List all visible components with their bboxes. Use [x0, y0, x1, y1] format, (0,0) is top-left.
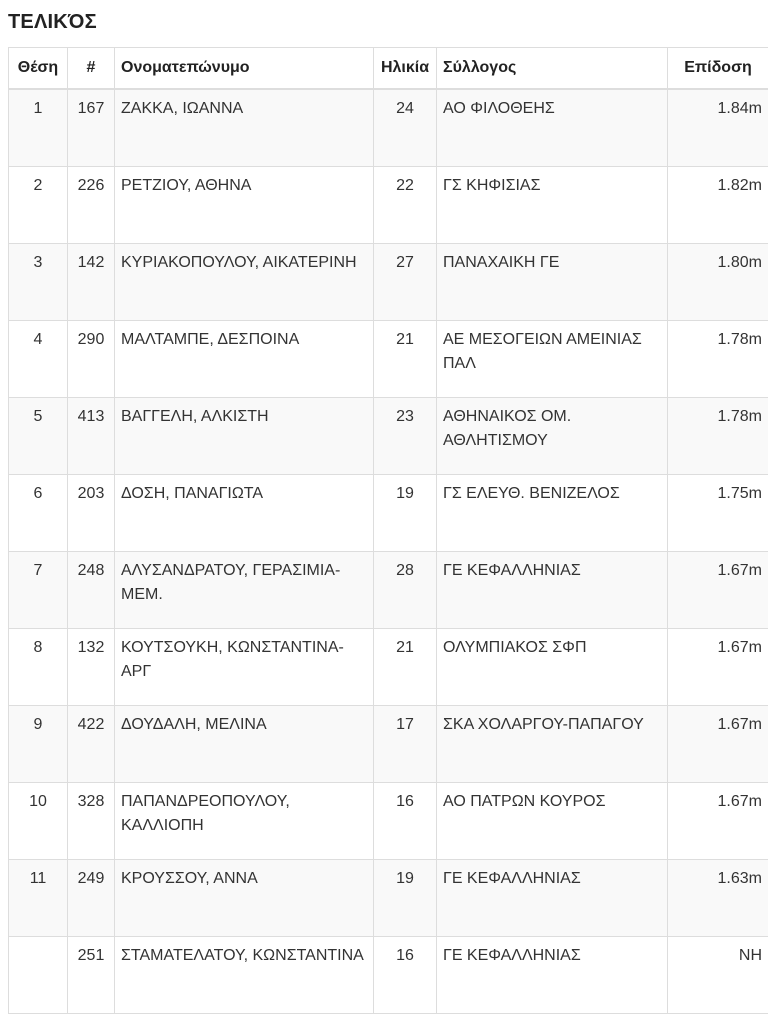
cell-position: 6	[9, 475, 68, 552]
table-row	[9, 244, 768, 321]
header-age: Ηλικία	[374, 48, 437, 90]
header-club: Σύλλογος	[437, 48, 668, 90]
page-title: ΤΕΛΙΚΌΣ	[8, 11, 97, 34]
cell-age: 17	[374, 706, 437, 783]
table-row	[9, 167, 768, 244]
table-row	[9, 783, 768, 860]
cell-club: ΓΣ ΕΛΕΥΘ. ΒΕΝΙΖΕΛΟΣ	[437, 475, 668, 552]
cell-name: ΚΟΥΤΣΟΥΚΗ, ΚΩΝΣΤΑΝΤΙΝΑ-ΑΡΓ	[115, 629, 374, 706]
cell-performance: 1.75m	[668, 475, 768, 552]
header-performance: Επίδοση	[668, 48, 768, 90]
cell-age: 19	[374, 860, 437, 937]
cell-bib: 249	[68, 860, 115, 937]
cell-name: ΑΛΥΣΑΝΔΡΑΤΟΥ, ΓΕΡΑΣΙΜΙΑ-ΜΕΜ.	[115, 552, 374, 629]
cell-age: 19	[374, 475, 437, 552]
table-row	[9, 629, 768, 706]
cell-name: ΜΑΛΤΑΜΠΕ, ΔΕΣΠΟΙΝΑ	[115, 321, 374, 398]
cell-club: ΠΑΝΑΧΑΙΚΗ ΓΕ	[437, 244, 668, 321]
cell-name: ΖΑΚΚΑ, ΙΩΑΝΝΑ	[115, 89, 374, 167]
cell-performance: ΝΗ	[668, 937, 768, 1014]
cell-bib: 226	[68, 167, 115, 244]
cell-position: 5	[9, 398, 68, 475]
cell-club: ΣΚΑ ΧΟΛΑΡΓΟΥ-ΠΑΠΑΓΟΥ	[437, 706, 668, 783]
cell-age: 23	[374, 398, 437, 475]
cell-bib: 251	[68, 937, 115, 1014]
cell-club: ΑΟ ΦΙΛΟΘΕΗΣ	[437, 89, 668, 167]
cell-age: 24	[374, 89, 437, 167]
cell-age: 16	[374, 937, 437, 1014]
table-row	[9, 321, 768, 398]
cell-bib: 142	[68, 244, 115, 321]
cell-bib: 203	[68, 475, 115, 552]
cell-name: ΚΥΡΙΑΚΟΠΟΥΛΟΥ, ΑΙΚΑΤΕΡΙΝΗ	[115, 244, 374, 321]
cell-club: ΑΘΗΝΑΙΚΟΣ ΟΜ. ΑΘΛΗΤΙΣΜΟΥ	[437, 398, 668, 475]
cell-name: ΒΑΓΓΕΛΗ, ΑΛΚΙΣΤΗ	[115, 398, 374, 475]
cell-performance: 1.63m	[668, 860, 768, 937]
cell-bib: 290	[68, 321, 115, 398]
header-row	[9, 48, 768, 90]
cell-club: ΓΣ ΚΗΦΙΣΙΑΣ	[437, 167, 668, 244]
cell-name: ΚΡΟΥΣΣΟΥ, ΑΝΝΑ	[115, 860, 374, 937]
cell-name: ΔΟΣΗ, ΠΑΝΑΓΙΩΤΑ	[115, 475, 374, 552]
cell-performance: 1.84m	[668, 89, 768, 167]
cell-age: 27	[374, 244, 437, 321]
cell-position: 1	[9, 89, 68, 167]
cell-bib: 132	[68, 629, 115, 706]
cell-age: 16	[374, 783, 437, 860]
table-row	[9, 860, 768, 937]
cell-name: ΔΟΥΔΑΛΗ, ΜΕΛΙΝΑ	[115, 706, 374, 783]
header-name: Ονοματεπώνυμο	[115, 48, 374, 90]
cell-bib: 328	[68, 783, 115, 860]
cell-age: 22	[374, 167, 437, 244]
cell-position: 2	[9, 167, 68, 244]
table-row	[9, 937, 768, 1014]
cell-club: ΑΕ ΜΕΣΟΓΕΙΩΝ ΑΜΕΙΝΙΑΣ ΠΑΛ	[437, 321, 668, 398]
cell-position: 10	[9, 783, 68, 860]
table-row	[9, 706, 768, 783]
cell-bib: 422	[68, 706, 115, 783]
cell-club: ΟΛΥΜΠΙΑΚΟΣ ΣΦΠ	[437, 629, 668, 706]
cell-age: 28	[374, 552, 437, 629]
cell-bib: 167	[68, 89, 115, 167]
cell-club: ΑΟ ΠΑΤΡΩΝ ΚΟΥΡΟΣ	[437, 783, 668, 860]
cell-name: ΠΑΠΑΝΔΡΕΟΠΟΥΛΟΥ, ΚΑΛΛΙΟΠΗ	[115, 783, 374, 860]
cell-age: 21	[374, 321, 437, 398]
cell-bib: 248	[68, 552, 115, 629]
cell-performance: 1.78m	[668, 398, 768, 475]
table-body	[9, 89, 768, 1014]
results-table	[8, 47, 768, 1014]
cell-position: 4	[9, 321, 68, 398]
table-row	[9, 398, 768, 475]
cell-performance: 1.67m	[668, 629, 768, 706]
cell-position	[9, 937, 68, 1014]
cell-performance: 1.67m	[668, 706, 768, 783]
cell-position: 8	[9, 629, 68, 706]
header-bib: #	[68, 48, 115, 90]
cell-name: ΡΕΤΖΙΟΥ, ΑΘΗΝΑ	[115, 167, 374, 244]
cell-age: 21	[374, 629, 437, 706]
table-row	[9, 89, 768, 167]
cell-performance: 1.78m	[668, 321, 768, 398]
cell-position: 9	[9, 706, 68, 783]
cell-club: ΓΕ ΚΕΦΑΛΛΗΝΙΑΣ	[437, 860, 668, 937]
table-row	[9, 552, 768, 629]
cell-performance: 1.67m	[668, 552, 768, 629]
header-position: Θέση	[9, 48, 68, 90]
cell-bib: 413	[68, 398, 115, 475]
cell-position: 7	[9, 552, 68, 629]
table-header	[9, 48, 768, 90]
cell-position: 11	[9, 860, 68, 937]
cell-club: ΓΕ ΚΕΦΑΛΛΗΝΙΑΣ	[437, 552, 668, 629]
cell-performance: 1.67m	[668, 783, 768, 860]
cell-performance: 1.82m	[668, 167, 768, 244]
cell-name: ΣΤΑΜΑΤΕΛΑΤΟΥ, ΚΩΝΣΤΑΝΤΙΝΑ	[115, 937, 374, 1014]
cell-position: 3	[9, 244, 68, 321]
cell-club: ΓΕ ΚΕΦΑΛΛΗΝΙΑΣ	[437, 937, 668, 1014]
table-row	[9, 475, 768, 552]
cell-performance: 1.80m	[668, 244, 768, 321]
